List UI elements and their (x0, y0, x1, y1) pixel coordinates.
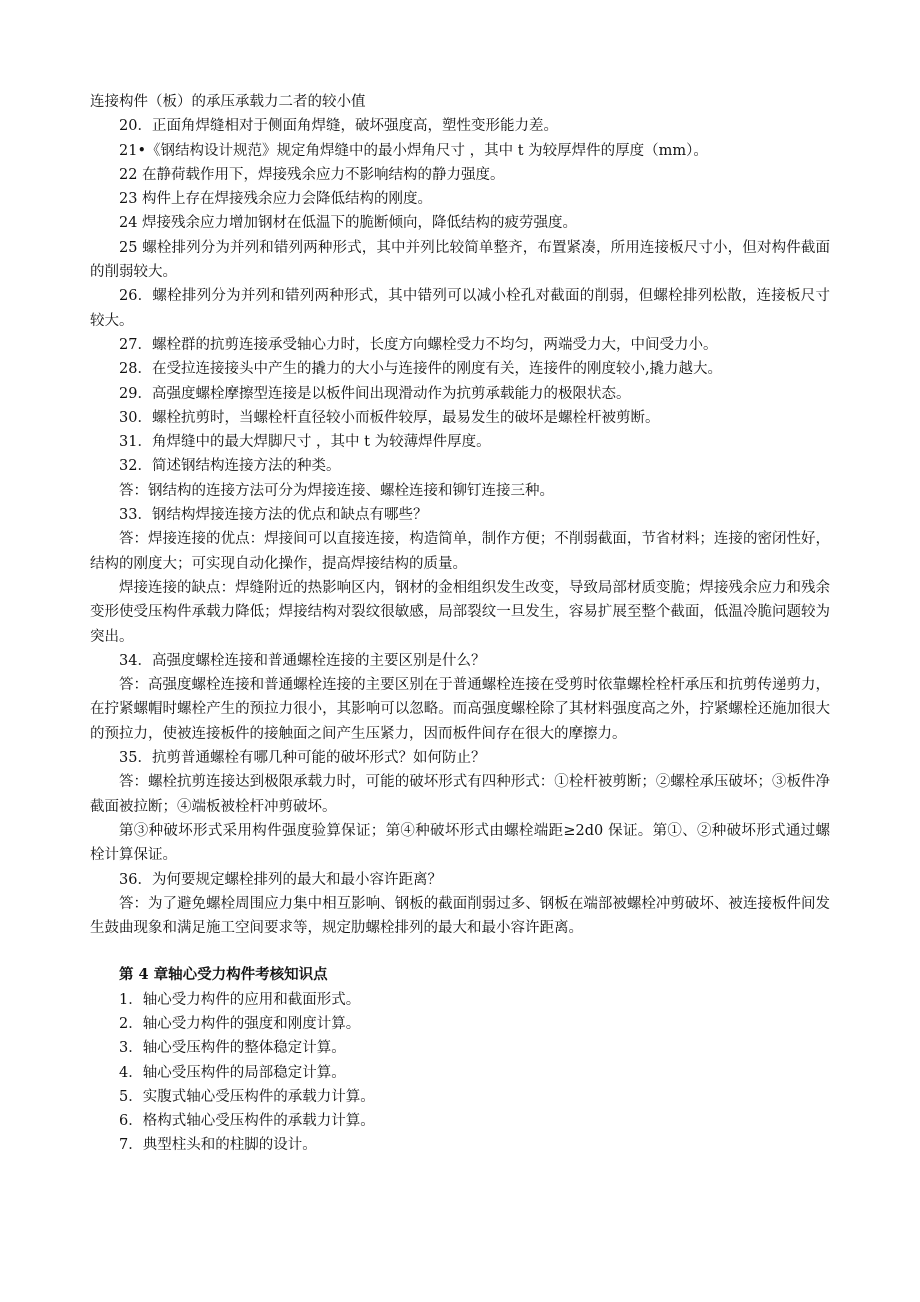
paragraph-item-31: 31．角焊缝中的最大焊脚尺寸 ，其中 t 为较薄焊件厚度。 (119, 434, 491, 451)
section-spacer (90, 940, 830, 963)
paragraph-continuation: 连接构件（板）的承压承载力二者的较小值 (90, 94, 366, 110)
question-32: 32．简述钢结构连接方法的种类。 (119, 458, 341, 475)
chapter-heading: 第 4 章轴心受力构件考核知识点 (119, 966, 328, 984)
paragraph-item-30: 30．螺栓抗剪时，当螺栓杆直径较小而板件较厚，最易发生的破坏是螺栓杆被剪断。 (119, 409, 660, 426)
answer-34: 答：高强度螺栓连接和普通螺栓连接的主要区别在于普通螺栓连接在受剪时依靠螺栓栓杆承压和抗剪传递剪力，在拧紧螺帽时螺栓产生的预拉力很小，其影响可以忽略。而高强度螺栓除了其材料强度高之外，拧紧螺栓还施加很大的预拉力，使被连接板件的接触面之间产生压紧力，因而板件间存在很大的摩擦力。 (90, 677, 830, 742)
answer-33-advantages: 答：焊接连接的优点：焊接间可以直接连接，构造简单，制作方便；不削弱截面，节省材料；连接的密闭性好，结构的刚度大；可实现自动化操作，提高焊接结构的质量。 (90, 531, 830, 572)
chapter-list-item: 5．实腹式轴心受压构件的承载力计算。 (119, 1088, 375, 1105)
question-33: 33．钢结构焊接连接方法的优点和缺点有哪些？ (119, 507, 428, 524)
paragraph-item-25: 25 螺栓排列分为并列和错列两种形式，其中并列比较简单整齐，布置紧凑，所用连接板尺寸小，但对构件截面的削弱较大。 (90, 239, 830, 281)
paragraph-item-24: 24 焊接残余应力增加钢材在低温下的脆断倾向，降低结构的疲劳强度。 (119, 215, 578, 232)
chapter-list-item: 6．格构式轴心受压构件的承载力计算。 (119, 1113, 375, 1130)
paragraph-item-22: 22 在静荷载作用下，焊接残余应力不影响结构的静力强度。 (119, 166, 505, 183)
paragraph-item-20: 20．正面角焊缝相对于侧面角焊缝，破坏强度高，塑性变形能力差。 (119, 118, 558, 135)
paragraph-item-21: 21•《钢结构设计规范》规定角焊缝中的最小焊角尺寸 ，其中 t 为较厚焊件的厚度（mm）。 (119, 142, 708, 159)
chapter-list-item: 7．典型柱头和的柱脚的设计。 (119, 1137, 317, 1154)
chapter-list-item: 3．轴心受压构件的整体稳定计算。 (119, 1040, 346, 1057)
answer-35-prevention: 第③种破坏形式采用构件强度验算保证；第④种破坏形式由螺栓端距≥2d0 保证。第①、②种破坏形式通过螺栓计算保证。 (90, 822, 830, 864)
answer-32: 答：钢结构的连接方法可分为焊接连接、螺栓连接和铆钉连接三种。 (119, 482, 554, 499)
question-34: 34．高强度螺栓连接和普通螺栓连接的主要区别是什么？ (119, 652, 486, 669)
chapter-list-item: 2．轴心受力构件的强度和刚度计算。 (119, 1015, 361, 1032)
answer-35: 答：螺栓抗剪连接达到极限承载力时，可能的破坏形式有四种形式：①栓杆被剪断；②螺栓承压破坏；③板件净截面被拉断；④端板被栓杆冲剪破坏。 (90, 774, 830, 815)
answer-36: 答：为了避免螺栓周围应力集中相互影响、钢板的截面削弱过多、钢板在端部被螺栓冲剪破坏、被连接板件间发生鼓曲现象和满足施工空间要求等，规定肋螺栓排列的最大和最小容许距离。 (90, 895, 830, 937)
paragraph-item-27: 27．螺栓群的抗剪连接承受轴心力时，长度方向螺栓受力不均匀，两端受力大，中间受力小。 (119, 336, 718, 353)
paragraph-item-26: 26．螺栓排列分为并列和错列两种形式，其中错列可以减小栓孔对截面的削弱，但螺栓排列松散，连接板尺寸较大。 (90, 288, 830, 329)
question-36: 36．为何要规定螺栓排列的最大和最小容许距离？ (119, 871, 442, 888)
answer-33-disadvantages: 焊接连接的缺点：焊缝附近的热影响区内，钢材的金相组织发生改变，导致局部材质变脆；焊接残余应力和残余变形使受压构件承载力降低；焊接结构对裂纹很敏感，局部裂纹一旦发生，容易扩展至整个截面，低温冷脆问题较为突出。 (90, 579, 830, 645)
chapter-list-item: 1．轴心受力构件的应用和截面形式。 (119, 991, 361, 1008)
chapter-list-item: 4．轴心受压构件的局部稳定计算。 (119, 1064, 346, 1081)
paragraph-item-23: 23 构件上存在焊接残余应力会降低结构的刚度。 (119, 191, 433, 208)
paragraph-item-29: 29．高强度螺栓摩擦型连接是以板件间出现滑动作为抗剪承载能力的极限状态。 (119, 385, 631, 402)
paragraph-item-28: 28．在受拉连接接头中产生的撬力的大小与连接件的刚度有关，连接件的刚度较小,撬力越大。 (119, 361, 723, 378)
question-35: 35．抗剪普通螺栓有哪几种可能的破坏形式？如何防止？ (119, 750, 486, 767)
document-page (90, 90, 830, 1158)
